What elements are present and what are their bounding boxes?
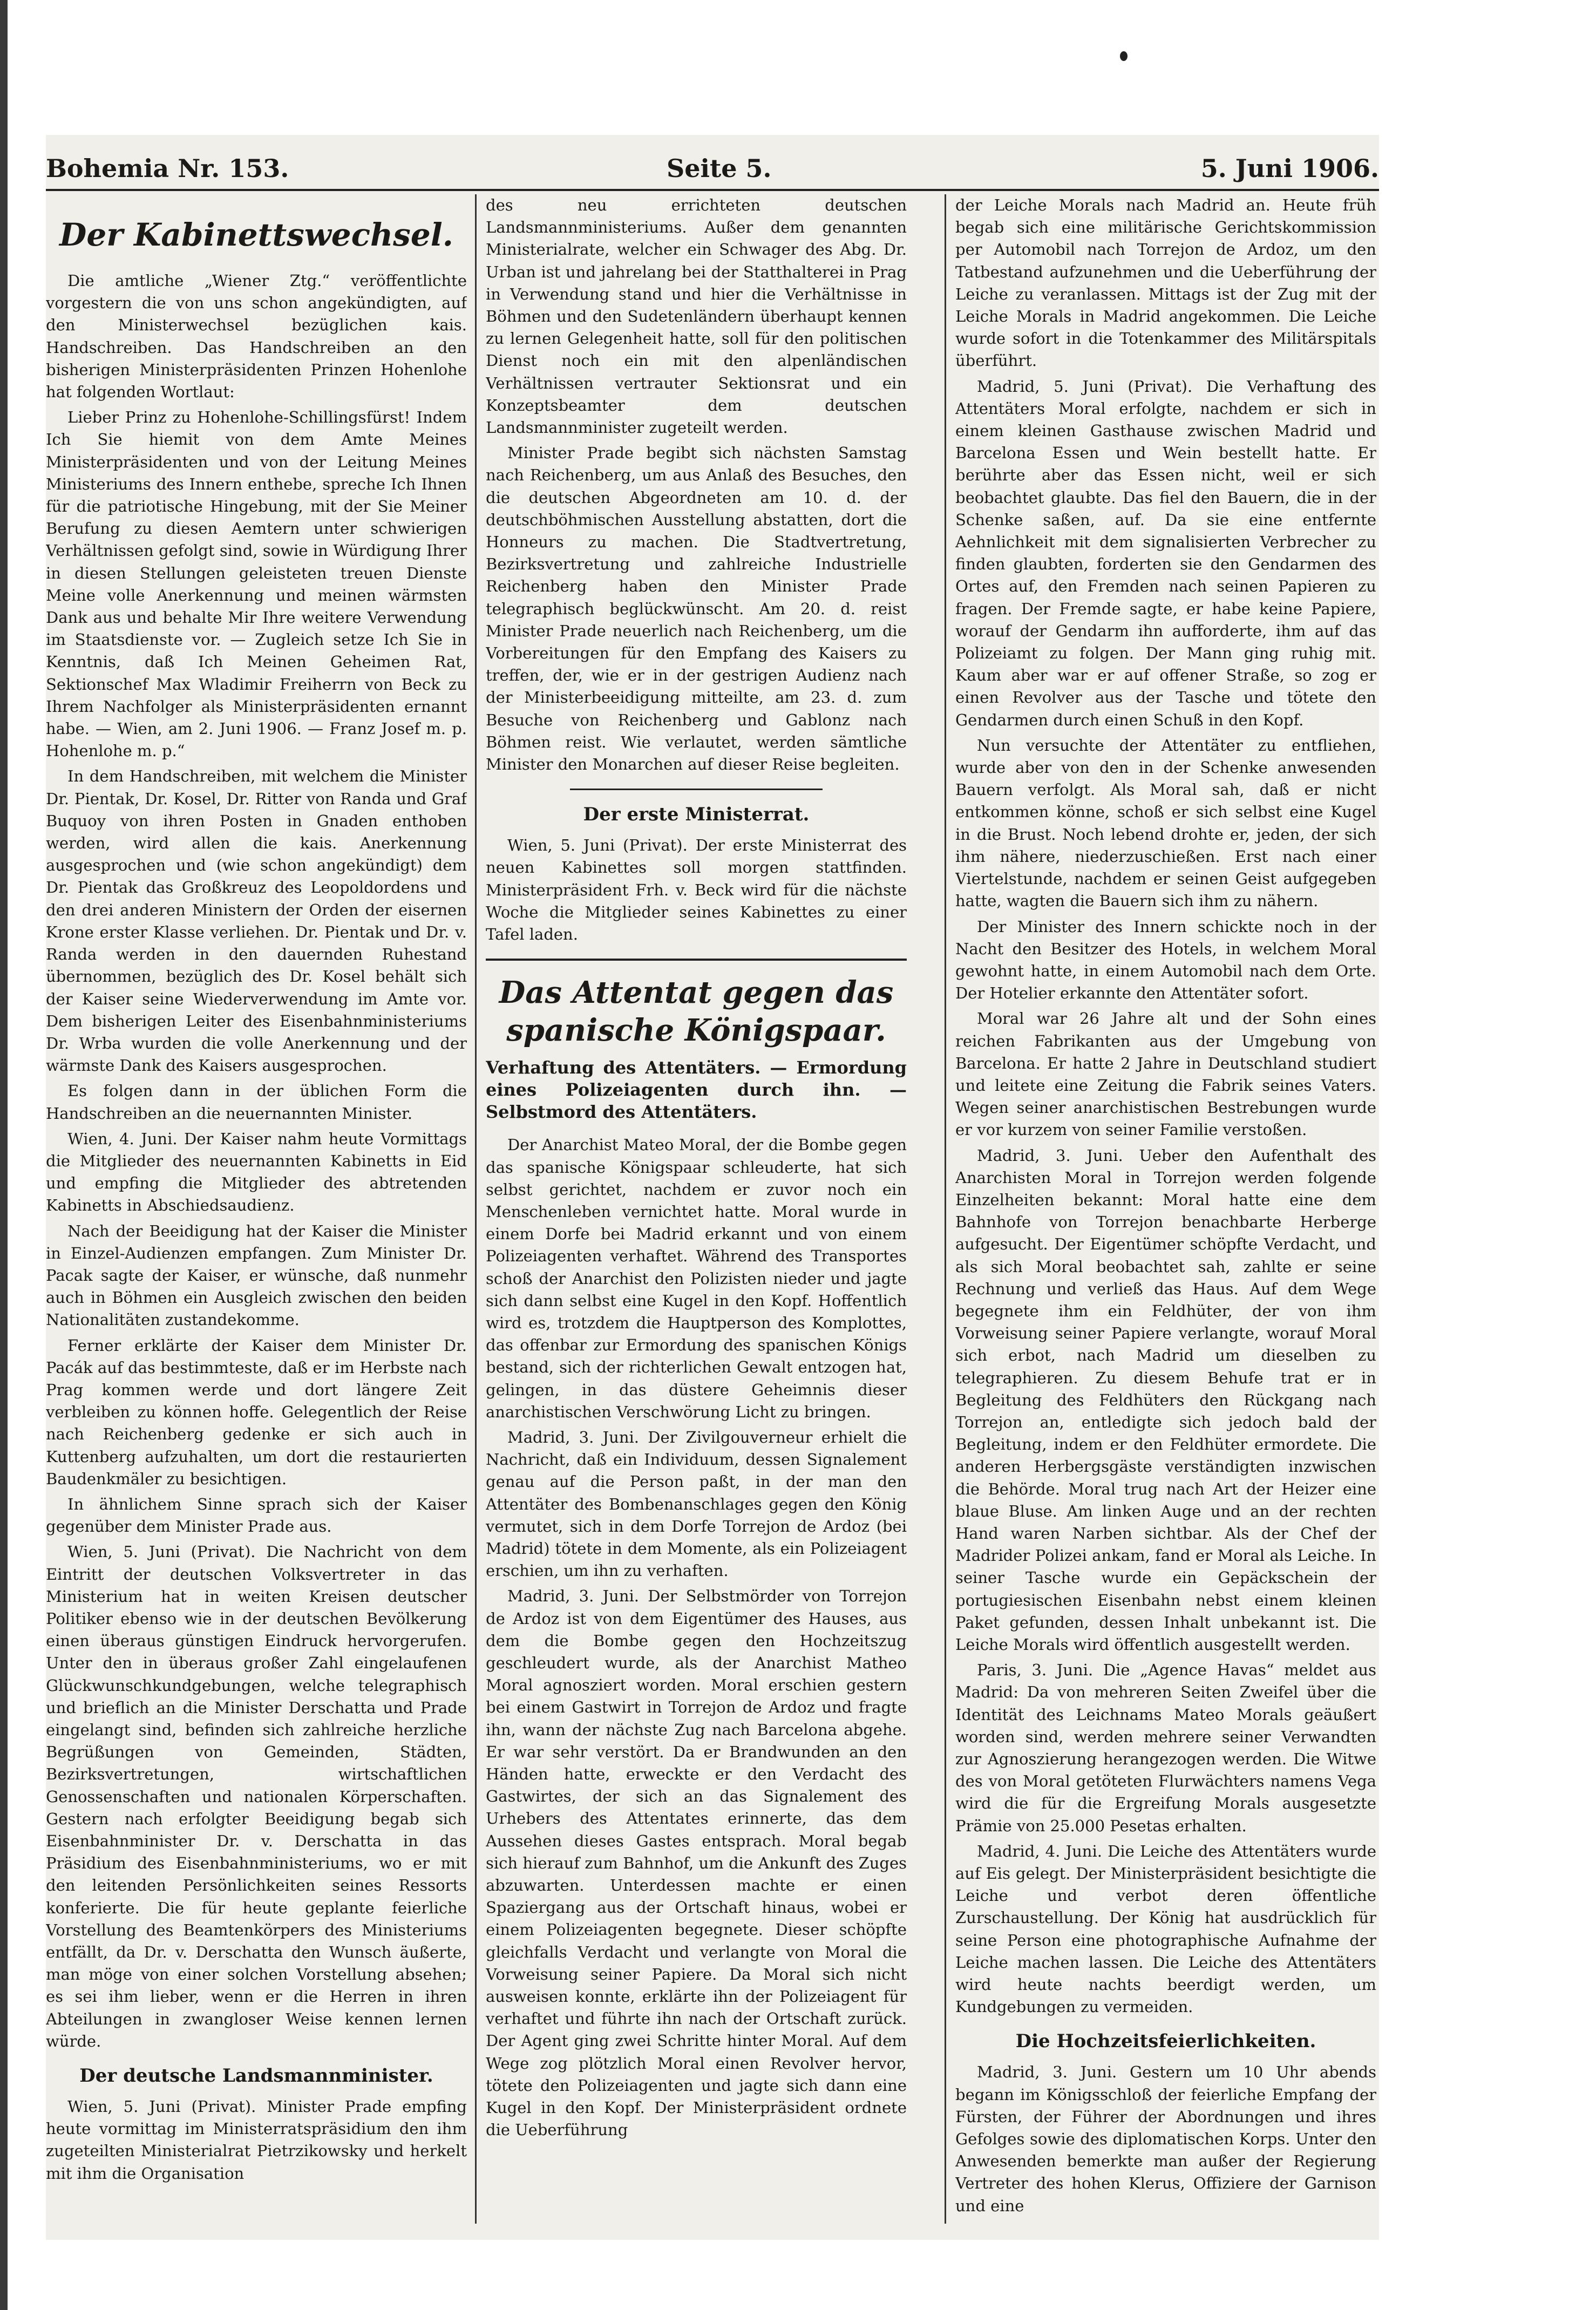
header-rule [46, 189, 1379, 191]
paragraph: Madrid, 3. Juni. Der Zivilgouverneur erhielt die Nachricht, daß ein Individuum, dessen Signalement genau auf die Person paßt, in der man den Attentäter des Bombenanschlages gegen den König vermutet, sich in dem Dorfe Torrejon de Ardoz (bei Madrid) tötete in dem Momente, als ein Polizeiagent erschien, um ihn zu verhaften. [486, 1428, 907, 1580]
paragraph: Paris, 3. Juni. Die „Agence Havas“ meldet aus Madrid: Da von mehreren Seiten Zweifel über die Identität des Leichnams Mateo Morals geäußert worden sind, werden mehrere seiner Verwandten zur Agnoszierung herangezogen werden. Die Witwe des von Moral getöteten Flurwächters namens Vega wird die für die Ergreifung Morals ausgesetzte Prämie von 25.000 Pesetas erhalten. [955, 1661, 1376, 1835]
paragraph: Nun versuchte der Attentäter zu entfliehen, wurde aber von den in der Schenke anwesenden Bauern verfolgt. Als Moral sah, daß er nicht entkommen könne, schoß er sich selbst eine Kugel in die Brust. Noch lebend drohte er, jeden, der sich ihm nähere, niederzuschießen. Erst nach einer Viertelstunde, nachdem er seinen Geist aufgegeben hatte, wagten die Bauern sich ihm zu nähern. [955, 736, 1376, 911]
header-page-number: Seite 5. [667, 154, 772, 183]
paragraph: Moral war 26 Jahre alt und der Sohn eines reichen Fabrikanten aus der Umgebung von Barcelona. Er hatte 2 Jahre in Deutschland studiert und leitete eine Zeitung die Fabrik seines Vaters. Wegen seiner anarchistischen Bestrebungen wurde er vor kurzem von seiner Familie verstoßen. [955, 1009, 1376, 1139]
column-1 [46, 194, 467, 2218]
section-heading: Der erste Ministerrat. [583, 804, 810, 826]
paragraph: der Leiche Morals nach Madrid an. Heute früh begab sich eine militärische Gerichtskommission per Automobil nach Torrejon de Ardoz, um den Tatbestand aufzunehmen und die Ueberführung der Leiche zu veranlassen. Mittags ist der Zug mit der Leiche Morals in Madrid angekommen. Die Leiche wurde sofort in die Totenkammer des Militärspitals überführt. [955, 196, 1376, 370]
paragraph: Wien, 5. Juni (Privat). Der erste Ministerrat des neuen Kabinettes soll morgen stattfinden. Ministerpräsident Frh. v. Beck wird für die nächste Woche die Mitglieder seines Kabinettes zu einer Tafel laden. [486, 836, 907, 944]
paragraph: Wien, 4. Juni. Der Kaiser nahm heute Vormittags die Mitglieder des neuernannten Kabinetts in Eid und empfing die Mitglieder des abtretenden Kabinetts in Abschiedsaudienz. [46, 1129, 467, 1215]
divider [486, 959, 907, 961]
paragraph: Madrid, 4. Juni. Die Leiche des Attentäters wurde auf Eis gelegt. Der Ministerpräsident besichtigte die Leiche und verbot deren öffentliche Zurschaustellung. Der König hat ausdrücklich für seine Person eine photographische Aufnahme der Leiche machen lassen. Die Leiche des Attentäters wird heute nachts beerdigt werden, um Kundgebungen zu vermeiden. [955, 1842, 1376, 2016]
paragraph: Wien, 5. Juni (Privat). Minister Prade empfing heute vormittag im Ministerratspräsidium den ihm zugeteilten Ministerialrat Pietrzikowsky und herkelt mit ihm die Organisation [46, 2097, 467, 2183]
paragraph: Die amtliche „Wiener Ztg.“ veröffentlichte vorgestern die von uns schon angekündigten, auf den Ministerwechsel bezüglichen kais. Handschreiben. Das Handschreiben an den bisherigen Ministerpräsidenten Prinzen Hohenlohe hat folgenden Wortlaut: [46, 271, 467, 402]
header-date: 5. Juni 1906. [1200, 154, 1379, 183]
header-newspaper: Bohemia Nr. 153. [46, 154, 289, 183]
page-header [46, 148, 1379, 192]
paragraph: Nach der Beeidigung hat der Kaiser die Minister in Einzel-Audienzen empfangen. Zum Minister Dr. Pacak sagte der Kaiser, er wünsche, daß nunmehr auch in Böhmen ein Ausgleich zwischen den beiden Nationalitäten zustandekomme. [46, 1221, 467, 1329]
article-subheading: Verhaftung des Attentäters. — Ermordung eines Polizeiagenten durch ihn. — Selbstmord des Attentäters. [486, 1057, 907, 1123]
paragraph: Es folgen dann in der üblichen Form die Handschreiben an die neuernannten Minister. [46, 1082, 467, 1123]
paragraph: Der Anarchist Mateo Moral, der die Bombe gegen das spanische Königspaar schleuderte, hat sich selbst gerichtet, nachdem er zuvor noch ein Menschenleben vernichtet hatte. Moral wurde in einem Dorfe bei Madrid erkannt und von einem Polizeiagenten verhaftet. Während des Transportes schoß der Anarchist den Polizisten nieder und jagte sich dann selbst eine Kugel in den Kopf. Hoffentlich wird es, trotzdem die Hauptperson des Komplottes, das offenbar zur Ermordung des spanischen Königs bestand, sich der richterlichen Gewalt entzogen hat, gelingen, in das düstere Geheimnis dieser anarchistischen Verschwörung Licht zu bringen. [486, 1136, 907, 1421]
paragraph: Madrid, 3. Juni. Gestern um 10 Uhr abends begann im Königsschloß der feierliche Empfang der Fürsten, der Führer der Abordnungen und ihres Gefolges sowie des diplomatischen Korps. Unter den Anwesenden bemerkte man außer der Regierung Vertreter des hohen Klerus, Offiziere der Garnison und eine [955, 2063, 1376, 2215]
paragraph: Der Minister des Innern schickte noch in der Nacht den Besitzer des Hotels, in welchem Moral gewohnt hatte, in einem Automobil nach dem Orte. Der Hotelier erkannte den Attentäter sofort. [955, 917, 1376, 1003]
column-rule [945, 194, 946, 2224]
article-title: Der Kabinettswechsel. [59, 216, 453, 253]
paragraph: Madrid, 3. Juni. Der Selbstmörder von Torrejon de Ardoz ist von dem Eigentümer des Hauses, aus dem die Bombe gegen den Hochzeitszug geschleudert wurde, als der Anarchist Matheo Moral agnosziert worden. Moral erschien gestern bei einem Gastwirt in Torrejon de Ardoz und fragte ihn, wann der nächste Zug nach Barcelona abgehe. Er war sehr verstört. Da er Brandwunden an den Händen hatte, erweckte er den Verdacht des Gastwirtes, der sich an das Signalement des Urhebers des Attentates erinnerte, das dem Aussehen dieses Gastes entsprach. Moral begab sich hierauf zum Bahnhof, um die Ankunft des Zuges abzuwarten. Unterdessen machte er einen Spaziergang aus der Ortschaft hinaus, wobei er einem Polizeiagenten begegnete. Dieser schöpfte gleichfalls Verdacht und verlangte von Moral die Vorweisung seiner Papiere. Da Moral sich nicht ausweisen konnte, erklärte ihn der Polizeiagent für verhaftet und führte ihn nach der Ortschaft zurück. Der Agent ging zwei Schritte hinter Moral. Auf dem Wege zog plötzlich Moral einen Revolver hervor, tötete den Polizeiagenten und jagte sich dann eine Kugel in den Kopf. Der Ministerpräsident ordnete die Ueberführung [486, 1587, 907, 2139]
quoted-letter: Lieber Prinz zu Hohenlohe-Schillingsfürst! Indem Ich Sie hiemit von dem Amte Meines Ministerpräsidenten und von der Leitung Meines Ministeriums des Innern enthebe, spreche Ich Ihnen für die patriotische Hingebung, mit der Sie Meiner Berufung zu diesen Aemtern unter schwierigen Verhältnissen gefolgt sind, sowie in Würdigung Ihrer in diesen Stellungen geleisteten treuen Dienste Meine volle Anerkennung und meinen wärmsten Dank aus und behalte Mir Ihre weitere Verwendung im Staatsdienste vor. — Zugleich setze Ich Sie in Kenntnis, daß Ich Meinen Geheimen Rat, Sektionschef Max Wladimir Freiherrn von Beck zu Ihrem Nachfolger als Ministerpräsidenten ernannt habe. — Wien, am 2. Juni 1906. — Franz Josef m. p. Hohenlohe m. p.“ [46, 408, 467, 760]
ink-dot [1120, 51, 1128, 61]
section-heading: Die Hochzeitsfeierlichkeiten. [1015, 2030, 1316, 2053]
column-rule [475, 194, 477, 2224]
paragraph: In ähnlichem Sinne sprach sich der Kaiser gegenüber dem Minister Prade aus. [46, 1494, 467, 1536]
paragraph: Minister Prade begibt sich nächsten Samstag nach Reichenberg, um aus Anlaß des Besuches, den die deutschen Abgeordneten am 10. d. der deutschböhmischen Ausstellung abstatten, dort die Honneurs zu machen. Die Stadtvertretung, Bezirksvertretung und zahlreiche Industrielle Reichenberg haben den Minister Prade telegraphisch beglückwünscht. Am 20. d. reist Minister Prade neuerlich nach Reichenberg, um die Vorbereitungen für den Empfang des Kaisers zu treffen, der, wie er in der gestrigen Audienz nach der Ministerbeeidigung mitteilte, am 23. d. zum Besuche von Reichenberg und Gablonz nach Böhmen reist. Wie verlautet, werden sämtliche Minister den Monarchen auf dieser Reise begleiten. [486, 444, 907, 774]
scan-border [0, 0, 8, 2310]
divider [570, 789, 823, 790]
section-heading: Der deutsche Landsmannminister. [79, 2065, 433, 2087]
paragraph: Wien, 5. Juni (Privat). Die Nachricht von dem Eintritt der deutschen Volksvertreter in das Ministerium hat in weiten Kreisen deutscher Politiker ebenso wie in der deutschen Bevölkerung einen überaus günstigen Eindruck hervorgerufen. Unter den in überaus großer Zahl eingelaufenen Glückwunschkundgebungen, welche telegraphisch und brieflich an die Minister Derschatta und Prade eingelangt sind, befinden sich zahlreiche herzliche Begrüßungen von Gemeinden, Städten, Bezirksvertretungen, wirtschaftlichen Genossenschaften und nationalen Körperschaften. Gestern nach erfolgter Beeidigung begab sich Eisenbahnminister Dr. v. Derschatta in das Präsidium des Eisenbahnministeriums, wo er mit den leitenden Persönlichkeiten seines Ressorts konferierte. Die für heute geplante feierliche Vorstellung des Beamtenkörpers des Ministeriums entfällt, da Dr. v. Derschatta den Wunsch äußerte, man möge von einer solchen Vorstellung absehen; es sei ihm lieber, wenn er die Herren in ihren Abteilungen in zwangloser Weise kennen lernen würde. [46, 1543, 467, 2050]
paragraph: Ferner erklärte der Kaiser dem Minister Dr. Pacák auf das bestimmteste, daß er im Herbste nach Prag kommen werde und dort längere Zeit verbleiben zu können hoffe. Gelegentlich der Reise nach Reichenberg gedenke er sich auch in Kuttenberg aufzuhalten, um dort die restaurierten Baudenkmäler zu besichtigen. [46, 1336, 467, 1488]
paragraph: Madrid, 5. Juni (Privat). Die Verhaftung des Attentäters Moral erfolgte, nachdem er sich in einem kleinen Gasthause zwischen Madrid und Barcelona Essen und Wein bestellt hatte. Er berührte aber das Essen nicht, weil er sich beobachtet glaubte. Das fiel den Bauern, die in der Schenke saßen, auf. Da sie eine entfernte Aehnlichkeit mit dem signalisierten Verbrecher zu finden glaubten, forderten sie den Gendarmen des Ortes auf, den Fremden nach seinen Papieren zu fragen. Der Fremde sagte, er habe keine Papiere, worauf der Gendarm ihn aufforderte, ihm auf das Polizeiamt zu folgen. Der Mann ging ruhig mit. Kaum aber war er auf offener Straße, so zog er einen Revolver aus der Tasche und tötete den Gendarmen durch einen Schuß in den Kopf. [955, 377, 1376, 729]
paragraph: des neu errichteten deutschen Landsmannministeriums. Außer dem genannten Ministerialrate, welcher ein Schwager des Abg. Dr. Urban ist und jahrelang bei der Statthalterei in Prag in Verwendung stand und hier die Verhältnisse in Böhmen und den Sudetenländern überhaupt kennen zu lernen Gelegenheit hatte, soll für den politischen Dienst noch ein mit den alpenländischen Verhältnissen vertrauter Sektionsrat und ein Konzeptsbeamter dem deutschen Landsmannminister zugeteilt werden. [486, 196, 907, 437]
article-title: Das Attentat gegen das spanische Königspaar. [499, 975, 894, 1049]
paragraph: Madrid, 3. Juni. Ueber den Aufenthalt des Anarchisten Moral in Torrejon werden folgende Einzelheiten bekannt: Moral hatte eine dem Bahnhofe von Torrejon benachbarte Herberge aufgesucht. Der Eigentümer schöpfte Verdacht, und als sich Moral beobachtet sah, zahlte er seine Rechnung und verließ das Haus. Auf dem Wege begegnete ihm ein Feldhüter, der von ihm Vorweisung seiner Papiere verlangte, worauf Moral sich erbot, nach Madrid um dieselben zu telegraphieren. Zu diesem Behufe trat er in Begleitung des Feldhüters den Rückgang nach Torrejon an, entledigte sich jedoch bald der Begleitung, indem er den Feldhüter ermordete. Die anderen Herbergsgäste verständigten inzwischen die Behörde. Moral trug nach Art der Heizer eine blaue Bluse. Am linken Auge und an der rechten Hand waren Narben sichtbar. Als der Chef der Madrider Polizei ankam, fand er Moral als Leiche. In seiner Tasche wurde ein Gepäckschein der portugiesischen Eisenbahn nebst einem kleinen Paket gefunden, dessen Inhalt unbekannt ist. Die Leiche Morals wird öffentlich ausgestellt werden. [955, 1146, 1376, 1654]
column-2 [486, 194, 907, 2218]
column-3 [955, 194, 1376, 2218]
paragraph: In dem Handschreiben, mit welchem die Minister Dr. Pientak, Dr. Kosel, Dr. Ritter von Randa und Graf Buquoy von ihren Posten in Gnaden enthoben werden, wird allen die kais. Anerkennung ausgesprochen und (wie schon angekündigt) dem Dr. Pientak das Großkreuz des Leopoldordens und den drei anderen Ministern der Orden der eisernen Krone erster Klasse verliehen. Dr. Pientak und Dr. v. Randa werden in den dauernden Ruhestand übernommen, bezüglich des Dr. Kosel behält sich der Kaiser seine Wiederverwendung im Amte vor. Dem bisherigen Leiter des Eisenbahnministeriums Dr. Wrba wurden die volle Anerkennung und der wärmste Dank des Kaisers ausgesprochen. [46, 767, 467, 1075]
